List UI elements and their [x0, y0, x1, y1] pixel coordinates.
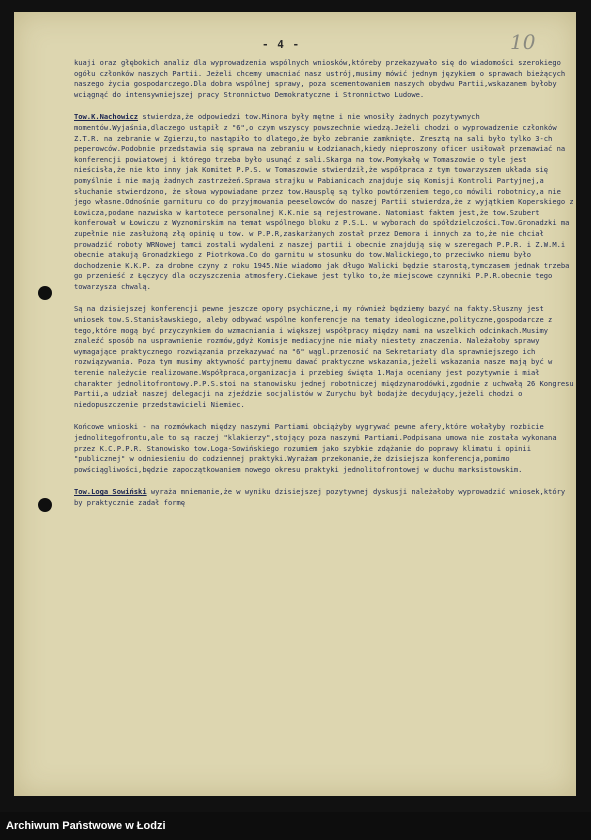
paragraph [74, 58, 574, 100]
speaker-name: Tow.K.Nachowicz [74, 112, 139, 122]
paragraph-text: stwierdza,że odpowiedzi tow.Minora były mętne i nie wnosiły żadnych pozytywnych momentów.Wyjaśnia,dlaczego ustąpił z "6",o czym wszyscy powszechnie wiedzą.Jeżeli chodzi o wyprowadzenie członków Z.T.R. na zebranie w Zgierzu,to nastąpiło to dlatego,że było zebranie zamknięte. Zresztą na sali było tylko 3-ch peperowców.Podobnie przedstawia się sprawa na zebraniu w Łodzianach,kiedy nieproszony oficer usiłował przemawiać na konferencji powiatowej i którego trzeba było usunąć z sali.Skarga na tow.Pomykałę w Tomaszowie o tyle jest nieścisła,że nie kto inny jak Komitet P.P.S. w Tomaszowie stwierdził,że współpraca z tym towarzyszem układa się pomyślnie i nie mają żadnych zastrzeżeń.Sprawa strajku w Pabianicach znajduje się Komisji Kontroli Partyjnej,a słuchanie stwierdzono, że słowa wypowiadane przez tow.Hausplę są tylko powtórzeniem tego,co mówili robotnicy,a nie jego własne.Odnośnie garnituru co do przyjmowania peeselowców do naszej Partii stwierdza,że z wyjątkiem Koperskiego z Łowicza,podane nazwiska w kartotece personalnej K.K.nie są rejestrowane. Natomiast faktem jest,że tow.Szubert konferował w Łowiczu z Wyznomirskim na temat wspólnego bloku z P.S.L. w wyborach do spółdzielczości.Tow.Gronadzki ma zupełnie nie zasłużoną złą opinię u tow. w P.P.R,zaskarżanych został przez Demora i innych za to,że nie chciał prowadzić roboty WRNowej tamci zostali wydaleni z naszej partii i obecnie znajdują się w szeregach P.P.R. i Z.W.M.i obecnie atakują Gronadzkiego z Piotrkowa.Co do garnitu w stosunku do tow.Walickiego,to przeciwko niemu było dochodzenie K.K.P. za drobne czyny z roku 1945.Nie wiadomo jak długo Walicki będzie starostą,tymczasem jednak trzeba go przenieść z Łęczycy dla oczyszczenia atmosfery.Ciekawe jest tylko to,że miejscowe czynniki P.P.R.obecnie tego towarzysza chwalą. [74, 112, 578, 291]
speaker-name: Tow.Loga Sowiński [74, 487, 147, 497]
paragraph [74, 112, 578, 292]
archive-name: Archiwum Państwowe w Łodzi [6, 820, 166, 832]
paragraph [74, 422, 574, 475]
paragraph [74, 487, 574, 508]
paragraph-text: Końcowe wnioski - na rozmówkach między naszymi Partiami obciążyby wygrywać pewne afery,które wołałyby rozbicie jednolitegofrontu,ale to są raczej "klakierzy",stojący poza naszymi Partiami.Podpisana umowa nie została wykonana przez K.C.P.P.R. Stanowisko tow.Loga-Sowińskiego rozumiem jako szybkie zdążanie do poprawy klimatu i opinii "publicznej" w odniesieniu do codziennej praktyki.Wyrażam przekonanie,że dzisiejsza konferencja,pomimo powściągliwości,będzie zapoczątkowaniem nowego okresu praktyki jednolitofrontowej w duchu marksistowskim. [74, 422, 561, 474]
document-page [14, 12, 576, 796]
page-number: - 4 - [262, 38, 301, 51]
punch-hole [38, 498, 52, 512]
archive-footer [0, 812, 591, 840]
pencil-annotation: 10 [510, 30, 536, 54]
paragraph-text: Są na dzisiejszej konferencji pewne jeszcze opory psychiczne,i my również będziemy bazyć na fakty.Słuszny jest wniosek tow.S.Stanisławskiego, aleby odbywać wspólne konferencje na tematy ideologiczne,polityczne,gospodarcze z tego,które mogą być przyczynkiem do wzmacniania i większej współpracy między nami na wszelkich odcinkach.Musimy znaleźć sposób na usprawnienie rozmów,gdyż Komisje mediacyjne nie miały niestety znaczenia. Należałoby sprawy wymagające praktycznego rozwiązania przekazywać na "6" wągl.przenosić na Sekretariaty dla sprawniejszego ich rozwiązywania. Poza tym musimy aktywność partyjnemu dawać praktyczne wskazania,jeżeli wskazania nasze mają być w terenie należycie realizowane.Współpraca,organizacja i przebieg święta 1.Maja oceniany jest pozytywnie i miał charakter jednolitofrontowy.P.P.S.stoi na stanowisku jednej robotniczej międzynarodówki,zgodnie z uchwałą 26 Kongresu Partii,a udział naszej delegacji na zjeździe socjalistów w Zurychu był bodajże decydujący,jeżeli chodzi o niedopuszczenie przedstawicieli Niemiec. [74, 304, 578, 409]
document-body [74, 58, 578, 521]
paragraph [74, 304, 578, 410]
paragraph-text: wyraża mniemanie,że w wyniku dzisiejszej pozytywnej dyskusji należałoby wyprowadzić wniosek,który by praktycznie zadał formę [74, 487, 570, 507]
paragraph-text: kuaji oraz głębokich analiz dla wyprowadzenia wspólnych wniosków,któreby przekazywało się do wiadomości szerokiego ogółu członków naszych Partii. Jeżeli chcemy umacniać nasz ustrój,musimy mówić jednym językiem o sprawach bieżących naszego życia gospodarczego.Dla dobra wspólnej sprawy, poza scementowaniem naszych obydwu Partii,wskazanem byłoby wciągnąć do intensywniejszej pracy Stronnictwo Demokratyczne i Stronnictwo Ludowe. [74, 58, 570, 99]
punch-hole [38, 286, 52, 300]
